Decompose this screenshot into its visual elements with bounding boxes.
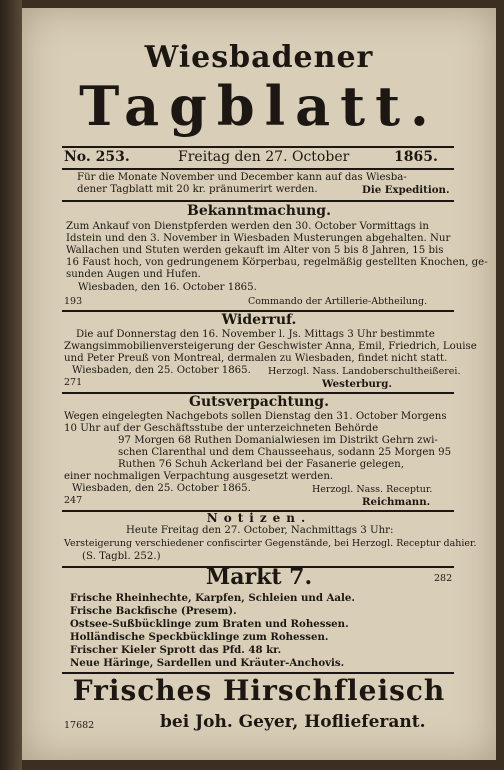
bekanntmachung-number: 193 — [64, 296, 83, 307]
markt-line: Frischer Kieler Sprott das Pfd. 48 kr. — [70, 644, 282, 656]
widerruf-place-date: Wiesbaden, den 25. October 1865. — [72, 365, 251, 376]
gutsverpachtung-title: Gutsverpachtung. — [189, 394, 329, 410]
issue-year: 1865. — [394, 149, 438, 165]
bekanntmachung-line: Zum Ankauf von Dienstpferden werden den 30. October Vormittags in — [66, 221, 429, 232]
widerruf-line: und Peter Preuß von Montreal, dermalen zu Wiesbaden, findet nicht statt. — [64, 353, 448, 364]
gutsverpachtung-signature-1: Herzogl. Nass. Receptur. — [312, 484, 433, 495]
widerruf-line: Zwangsimmobilienversteigerung der Geschwister Anna, Emil, Friedrich, Louise — [64, 341, 477, 352]
markt-line: Frische Rheinhechte, Karpfen, Schleien und Aale. — [70, 592, 355, 604]
bekanntmachung-line: sunden Augen und Hufen. — [66, 269, 201, 280]
widerruf-signature-1: Herzogl. Nass. Landoberschultheißerei. — [268, 366, 461, 377]
gutsverpachtung-signature-2: Reichmann. — [362, 496, 431, 508]
subscription-signature: Die Expedition. — [362, 184, 450, 196]
masthead-rule — [62, 146, 454, 148]
gutsverpachtung-line: 10 Uhr auf der Geschäftsstube der unterzeichneten Behörde — [64, 423, 379, 434]
widerruf-signature-2: Westerburg. — [322, 378, 392, 390]
issue-date: Freitag den 27. October — [178, 149, 350, 165]
hirschfleisch-title: Frisches Hirschfleisch — [72, 674, 446, 707]
gutsverpachtung-line: Ruthen 76 Schuh Ackerland bei der Fasanerie gelegen, — [118, 459, 404, 470]
subscription-line-2: dener Tagblatt mit 20 kr. pränumerirt werden. — [77, 184, 318, 195]
markt-line: Holländische Speckbücklinge zum Rohessen. — [70, 631, 329, 643]
notizen-line: Versteigerung verschiedener confiscirter Gegenstände, bei Herzogl. Receptur dahier. — [64, 538, 477, 549]
masthead-name-main: Tagblatt. — [79, 74, 439, 138]
markt-number: 282 — [434, 573, 453, 584]
widerruf-line: Die auf Donnerstag den 16. November l. Js. Mittags 3 Uhr bestimmte — [76, 329, 435, 340]
gutsverpachtung-line: 97 Morgen 68 Ruthen Domanialwiesen im Distrikt Gehrn zwi- — [118, 435, 438, 446]
rule-bekanntmachung — [62, 200, 454, 202]
bekanntmachung-signature: Commando der Artillerie-Abtheilung. — [248, 296, 428, 307]
subscription-line-1: Für die Monate November und December kann auf das Wiesba- — [77, 172, 407, 183]
markt-title: Markt 7. — [205, 564, 313, 590]
bekanntmachung-line: Wallachen und Stuten werden gekauft im Alter von 5 bis 8 Jahren, 15 bis — [66, 245, 444, 256]
gutsverpachtung-number: 247 — [64, 495, 83, 506]
hirschfleisch-seller: bei Joh. Geyer, Hoflieferant. — [160, 712, 426, 732]
markt-line: Neue Häringe, Sardellen und Kräuter-Anchovis. — [70, 657, 345, 669]
gutsverpachtung-line: Wegen eingelegten Nachgebots sollen Dienstag den 31. October Morgens — [64, 411, 447, 422]
notizen-line: Heute Freitag den 27. October, Nachmittags 3 Uhr: — [126, 525, 394, 536]
markt-line: Ostsee-Sußbücklinge zum Braten und Rohessen. — [70, 618, 349, 630]
markt-line: Frische Backfische (Presem). — [70, 605, 237, 617]
notizen-title: Notizen. — [206, 511, 312, 525]
bekanntmachung-line: 16 Faust hoch, von gedrungenem Körperbau, regelmäßig gestellten Knochen, ge- — [66, 257, 488, 268]
hirschfleisch-number: 17682 — [64, 720, 95, 731]
widerruf-number: 271 — [64, 377, 83, 388]
gutsverpachtung-line: einer nochmaligen Verpachtung ausgesetzt werden. — [64, 471, 334, 482]
notizen-line: (S. Tagbl. 252.) — [82, 551, 161, 562]
issue-number: No. 253. — [64, 149, 130, 165]
gutsverpachtung-place-date: Wiesbaden, den 25. October 1865. — [72, 483, 251, 494]
gutsverpachtung-line: schen Clarenthal und dem Chausseehaus, sodann 25 Morgen 95 — [118, 447, 452, 458]
newspaper-page — [22, 8, 496, 760]
bekanntmachung-title: Bekanntmachung. — [187, 203, 331, 219]
dateline-rule — [62, 168, 454, 170]
book-spine — [0, 0, 22, 770]
bekanntmachung-place-date: Wiesbaden, den 16. October 1865. — [78, 282, 257, 293]
masthead-name-top: Wiesbadener — [144, 40, 374, 75]
bekanntmachung-line: Idstein und den 3. November in Wiesbaden Musterungen abgehalten. Nur — [66, 233, 451, 244]
widerruf-title: Widerruf. — [221, 312, 297, 328]
